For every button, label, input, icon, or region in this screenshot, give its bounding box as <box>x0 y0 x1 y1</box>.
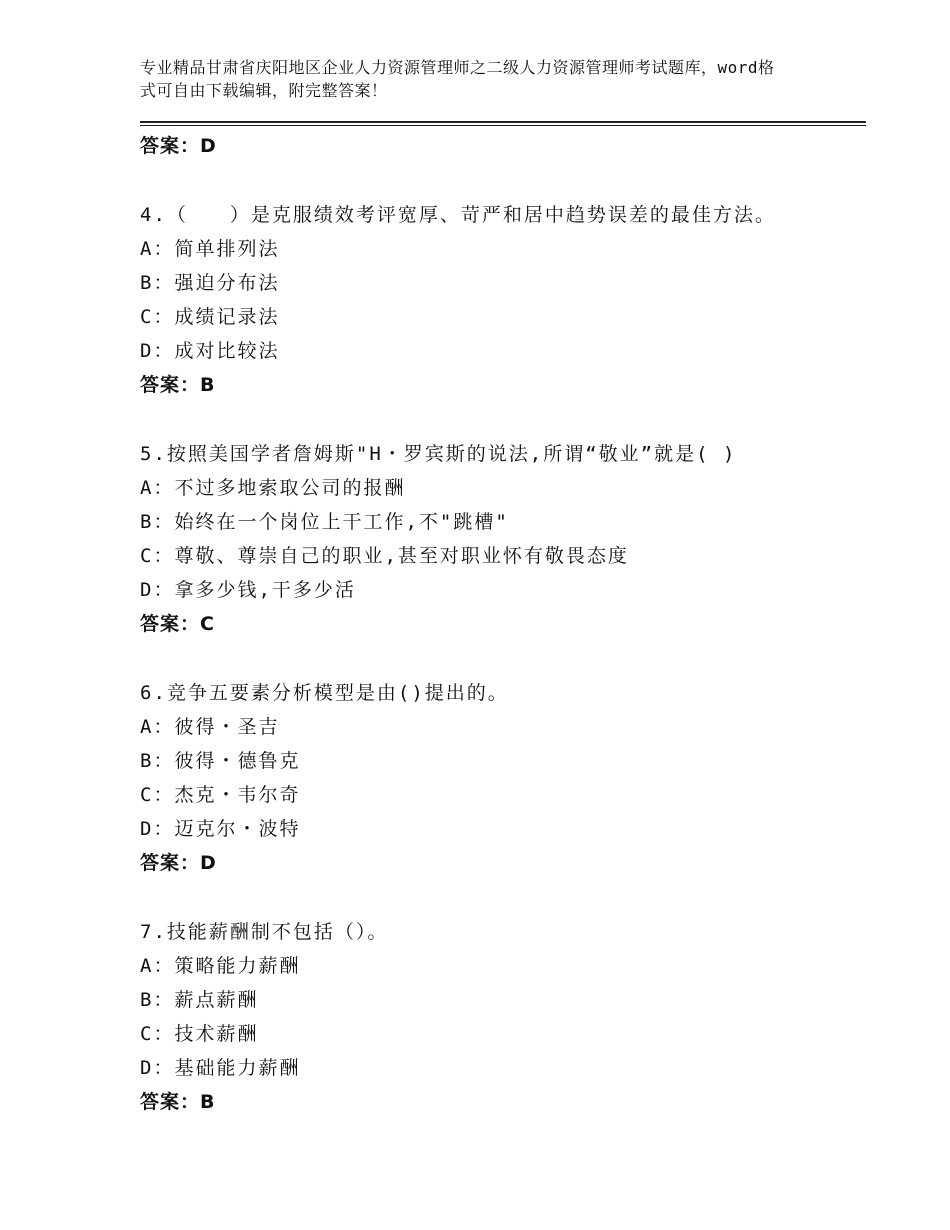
question-4-answer: 答案：B <box>140 374 216 396</box>
question-4-option-d: D：成对比较法 <box>140 340 280 362</box>
document-header: 专业精品甘肃省庆阳地区企业人力资源管理师之二级人力资源管理师考试题库，word格式可自由下载编辑，附完整答案！ <box>140 58 775 100</box>
question-5-option-c: C：尊敬、尊崇自己的职业,甚至对职业怀有敬畏态度 <box>140 545 629 567</box>
header-rule-thick <box>140 121 866 123</box>
question-4-option-b: B：强迫分布法 <box>140 272 280 294</box>
question-6-option-c: C：杰克・韦尔奇 <box>140 784 301 806</box>
question-7-option-a: A：策略能力薪酬 <box>140 955 301 977</box>
question-6-option-a: A：彼得・圣吉 <box>140 716 280 738</box>
question-6-stem: 6.竞争五要素分析模型是由()提出的。 <box>140 682 509 704</box>
question-4-stem: 4.（ ）是克服绩效考评宽厚、苛严和居中趋势误差的最佳方法。 <box>140 204 776 226</box>
question-7-stem: 7.技能薪酬制不包括（）。 <box>140 921 389 943</box>
question-5-option-d: D：拿多少钱,干多少活 <box>140 579 356 601</box>
question-7-option-c: C：技术薪酬 <box>140 1023 259 1045</box>
question-5-option-b: B：始终在一个岗位上干工作,不"跳槽" <box>140 511 509 533</box>
question-4-option-c: C：成绩记录法 <box>140 306 280 328</box>
header-rule-thin <box>140 125 866 126</box>
question-7-option-d: D：基础能力薪酬 <box>140 1057 301 1079</box>
question-5-stem: 5.按照美国学者詹姆斯"H・罗宾斯的说法,所谓“敬业”就是( ) <box>140 443 737 465</box>
question-5-option-a: A：不过多地索取公司的报酬 <box>140 477 406 499</box>
question-7-option-b: B：薪点薪酬 <box>140 989 259 1011</box>
question-6-option-b: B：彼得・德鲁克 <box>140 750 301 772</box>
question-6-option-d: D：迈克尔・波特 <box>140 818 301 840</box>
question-7-answer: 答案：B <box>140 1091 216 1113</box>
question-5-answer: 答案：C <box>140 613 215 635</box>
question-6-answer: 答案：D <box>140 852 217 874</box>
question-4-option-a: A：简单排列法 <box>140 238 280 260</box>
answer-prev: 答案：D <box>140 135 217 157</box>
